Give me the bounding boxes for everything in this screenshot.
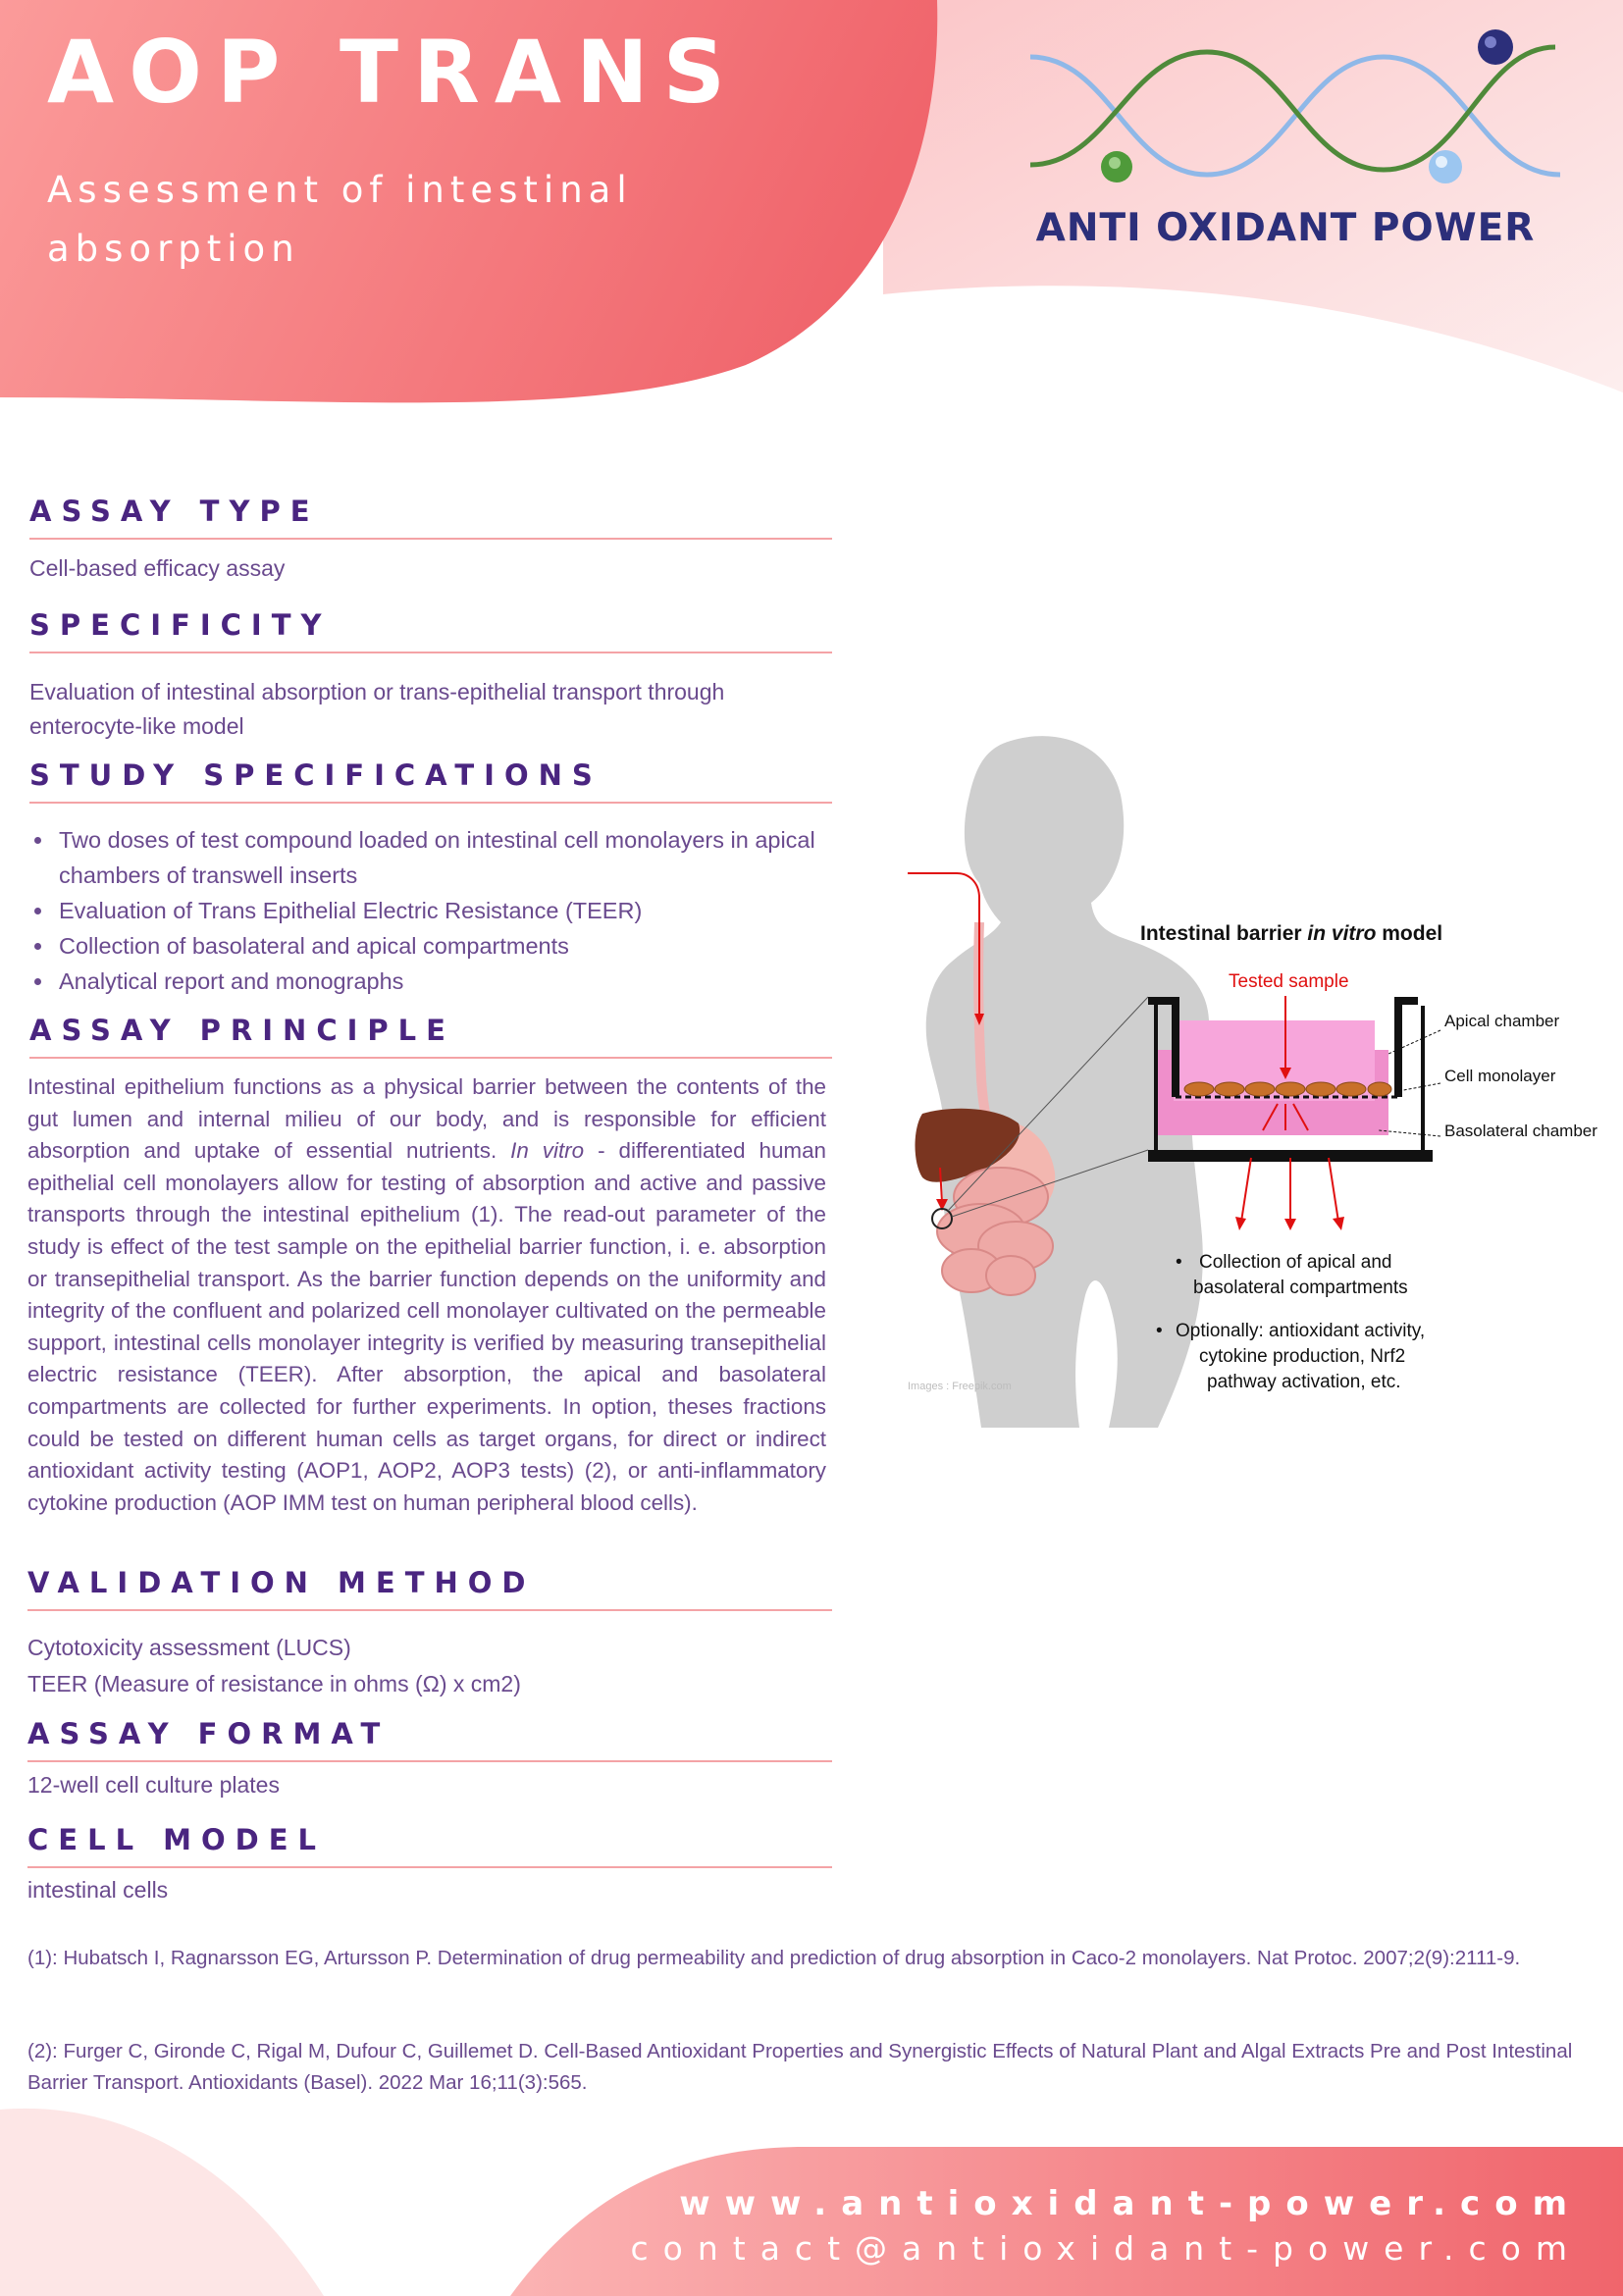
footer-website-link[interactable]: www.antioxidant-power.com — [679, 2184, 1582, 2223]
specificity-text: Evaluation of intestinal absorption or trans-epithelial transport through enterocyte-like model — [29, 679, 725, 739]
cell-model-text: intestinal cells — [27, 1877, 169, 1903]
footer-email-link[interactable]: contact@antioxidant-power.com — [630, 2229, 1582, 2268]
validation-method-line1: Cytotoxicity assessment (LUCS) — [27, 1635, 351, 1660]
tested-sample-label: Tested sample — [1229, 971, 1349, 992]
assay-type-text: Cell-based efficacy assay — [29, 555, 286, 581]
figure-bullet-2-line-2: cytokine production, Nrf2 — [1199, 1346, 1406, 1367]
page-title: AOP TRANS — [47, 22, 740, 123]
basolateral-chamber-label: Basolateral chamber — [1444, 1122, 1597, 1140]
section-heading-study-specifications: STUDY SPECIFICATIONS — [29, 760, 832, 804]
reference-2: (2): Furger C, Gironde C, Rigal M, Dufour C, Guillemet D. Cell-Based Antioxidant Properties and Synergistic Effects of Natural Plant and Algal Extracts Pre and Post Intestinal Barrier Transport. Antioxidants (Basel). 2022 Mar 16;11(3):565. — [27, 2040, 1573, 2094]
principle-text-part: - differentiated human epithelial cell monolayers allow for testing of absorption and active and passive transports through the intestinal epithelium (1). The read-out parameter of the study is effect of the test sample on the epithelial barrier function, i. e. absorption or transepithelial transport. As the barrier function depends on the uniformity and integrity of the confluent and polarized cell monolayer cultivated on the permeable support, intestinal cells monolayer integrity is verified by measuring transepithelial electric resistance (TEER). After absorption, the apical and basolateral compartments are collected for further experiments. In option, theses fractions could be tested on different human cells as target organs, for direct or indirect antioxidant activity testing (AOP1, AOP2, AOP3 tests) (2), or anti-inflammatory cytokine production (AOP IMM test on human peripheral blood cells). — [27, 1138, 826, 1515]
section-heading-cell-model: CELL MODEL — [27, 1825, 832, 1868]
section-heading-assay-principle: ASSAY PRINCIPLE — [29, 1016, 832, 1059]
section-heading-assay-format: ASSAY FORMAT — [27, 1719, 832, 1762]
figure-bullet-2-line-3: pathway activation, etc. — [1207, 1372, 1401, 1392]
principle-italic: In vitro — [510, 1138, 585, 1164]
study-specifications-list — [29, 822, 869, 999]
page-subtitle: Assessment of intestinal absorption — [47, 169, 633, 270]
intestinal-barrier-figure — [864, 726, 1623, 1433]
reference-1: (1): Hubatsch I, Ragnarsson EG, Artursson P. Determination of drug permeability and prediction of drug absorption in Caco-2 monolayers. Nat Protoc. 2007;2(9):2111-9. — [27, 1947, 1521, 1969]
dna-logo-icon — [1021, 27, 1570, 199]
section-heading-validation-method: VALIDATION METHOD — [27, 1568, 832, 1611]
figure-bullet-1-line-1: Collection of apical and — [1199, 1252, 1392, 1273]
section-heading-specificity: SPECIFICITY — [29, 610, 832, 653]
assay-principle-text — [27, 1071, 826, 1519]
image-credit: Images : Freepik.com — [908, 1381, 1012, 1392]
assay-format-text: 12-well cell culture plates — [27, 1772, 280, 1798]
figure-bullet-1-line-2: basolateral compartments — [1193, 1278, 1408, 1298]
validation-method-line2: TEER (Measure of resistance in ohms (Ω) x cm2) — [27, 1671, 521, 1696]
apical-chamber-label: Apical chamber — [1444, 1012, 1560, 1030]
figure-title: Intestinal barrier in vitro model — [1140, 922, 1443, 945]
brand-name: ANTI OXIDANT POWER — [1035, 206, 1536, 250]
list-item: • Analytical report and monographs — [55, 964, 869, 999]
figure-bullet-2-line-1: Optionally: antioxidant activity, — [1176, 1321, 1426, 1341]
figure-bullet-marker: • — [1156, 1321, 1163, 1341]
cell-monolayer-label: Cell monolayer — [1444, 1067, 1556, 1085]
figure-bullet-marker: • — [1176, 1252, 1182, 1273]
list-item: • Collection of basolateral and apical compartments — [55, 928, 869, 964]
list-item: • Evaluation of Trans Epithelial Electric Resistance (TEER) — [55, 893, 869, 928]
list-item: • Two doses of test compound loaded on intestinal cell monolayers in apical chambers of transwell inserts — [55, 822, 869, 893]
section-heading-assay-type: ASSAY TYPE — [29, 496, 832, 540]
principle-text-part: Intestinal epithelium functions as a physical barrier between the contents of the gut lumen and internal milieu of our body, and is responsible for efficient absorption and uptake of essential nutrients. — [27, 1074, 826, 1164]
